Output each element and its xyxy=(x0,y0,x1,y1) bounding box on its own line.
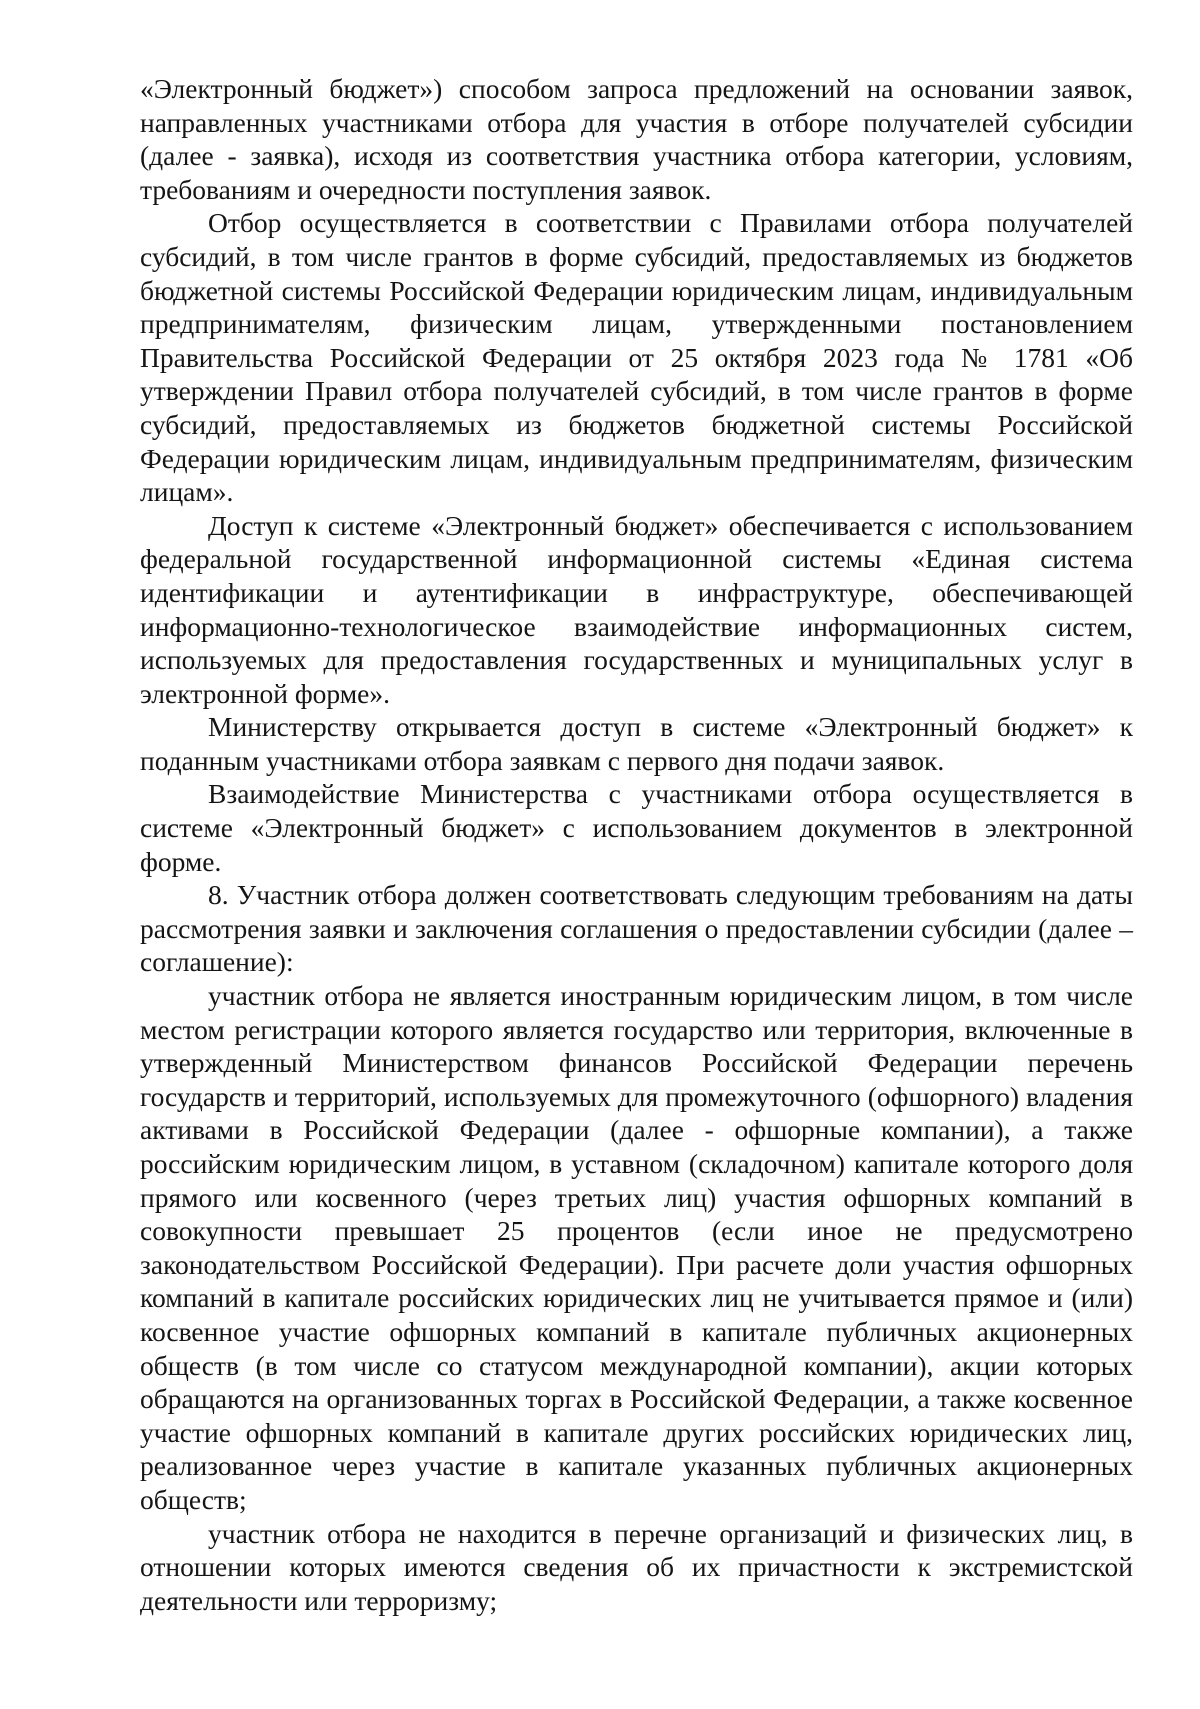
paragraph-1: «Электронный бюджет») способом запроса предложений на основании заявок, направленных участниками отбора для участия в отборе получателей субсидии (далее - заявка), исходя из соответствия участника отбора категории, условиям, требованиям и очередности поступления заявок. xyxy=(140,73,1133,205)
paragraph-7: участник отбора не является иностранным юридическим лицом, в том числе местом регистрации которого является государство или территория, включенные в утвержденный Министерством финансов Российской Федерации перечень государств и территорий, используемых для промежуточного (офшорного) владения активами в Российской Федерации (далее - офшорные компании), а также российским юридическим лицом, в уставном (складочном) капитале которого доля прямого или косвенного (через третьих лиц) участия офшорных компаний в совокупности превышает 25 процентов (если иное не предусмотрено законодательством Российской Федерации). При расчете доли участия офшорных компаний в капитале российских юридических лиц не учитывается прямое и (или) косвенное участие офшорных компаний в капитале публичных акционерных обществ (в том числе со статусом международной компании), акции которых обращаются на организованных торгах в Российской Федерации, а также косвенное участие офшорных компаний в капитале других российских юридических лиц, реализованное через участие в капитале указанных публичных акционерных обществ; xyxy=(140,980,1133,1515)
paragraph-3: Доступ к системе «Электронный бюджет» обеспечивается с использованием федеральной государственной информационной системы «Единая система идентификации и аутентификации в инфраструктуре, обеспечивающей информационно-технологическое взаимодействие информационных систем, используемых для предоставления государственных и муниципальных услуг в электронной форме». xyxy=(140,509,1133,709)
paragraph-6-section-8: 8. Участник отбора должен соответствовать следующим требованиям на даты рассмотрения заявки и заключения соглашения о предоставлении субсидии (далее – соглашение): xyxy=(140,879,1133,978)
paragraph-4: Министерству открывается доступ в системе «Электронный бюджет» к поданным участниками отбора заявкам с первого дня подачи заявок. xyxy=(140,711,1133,776)
paragraph-5: Взаимодействие Министерства с участниками отбора осуществляется в системе «Электронный бюджет» с использованием документов в электронной форме. xyxy=(140,778,1133,877)
paragraph-8: участник отбора не находится в перечне организаций и физических лиц, в отношении которых имеются сведения об их причастности к экстремистской деятельности или терроризму; xyxy=(140,1517,1133,1616)
document-page xyxy=(140,72,1133,1617)
paragraph-2: Отбор осуществляется в соответствии с Правилами отбора получателей субсидий, в том числе грантов в форме субсидий, предоставляемых из бюджетов бюджетной системы Российской Федерации юридическим лицам, индивидуальным предпринимателям, физическим лицам, утвержденными постановлением Правительства Российской Федерации от 25 октября 2023 года № 1781 «Об утверждении Правил отбора получателей субсидий, в том числе грантов в форме субсидий, предоставляемых из бюджетов бюджетной системы Российской Федерации юридическим лицам, индивидуальным предпринимателям, физическим лицам». xyxy=(140,207,1133,508)
